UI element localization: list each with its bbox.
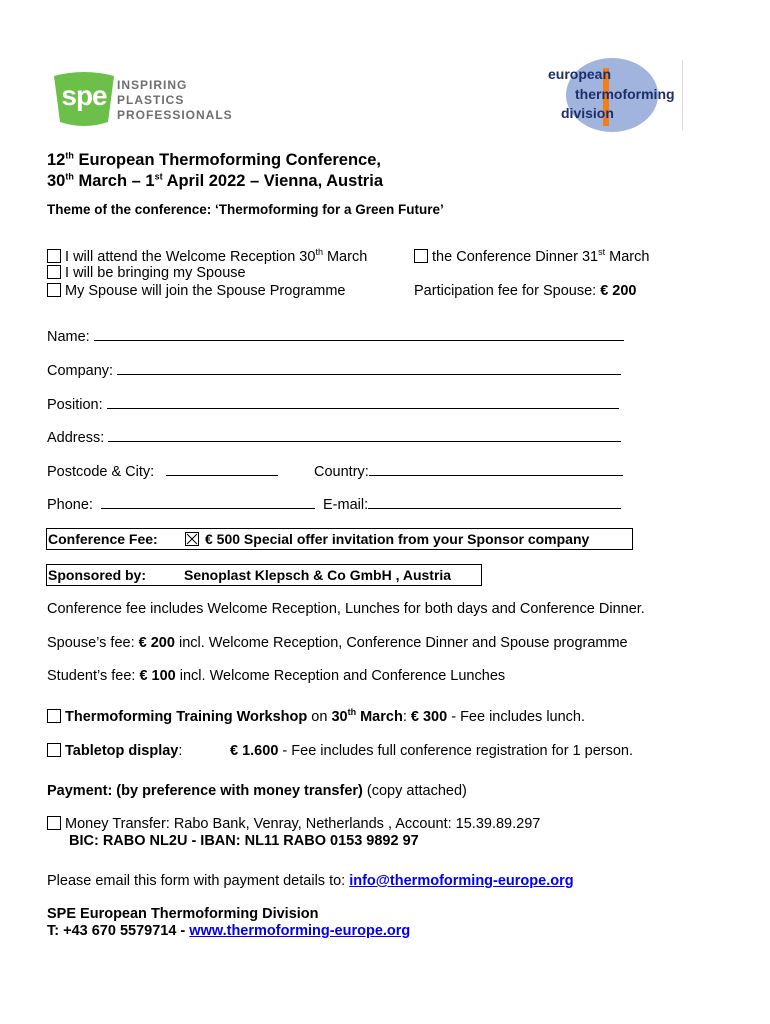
student-fee-note: Student’s fee: € 100 incl. Welcome Reception and Conference Lunches xyxy=(47,668,506,684)
tabletop-price-row: € 1.600 - Fee includes full conference registration for 1 person. xyxy=(230,743,634,759)
spouse-fee-value: € 200 xyxy=(600,283,637,299)
tabletop-row: Tabletop display: xyxy=(47,743,182,759)
money-transfer-label: Money Transfer: Rabo Bank, Venray, Netherlands , Account: 15.39.89.297 xyxy=(65,816,541,832)
sponsored-label: Sponsored by: xyxy=(48,567,147,583)
contact-phone-row xyxy=(47,923,410,939)
email-label: E-mail: xyxy=(323,497,369,513)
conference-fee-offer: € 500 Special offer invitation from your Sponsor company xyxy=(205,531,590,547)
etd-logo xyxy=(545,58,685,133)
email-field[interactable] xyxy=(368,496,621,509)
postcode-row xyxy=(47,463,278,480)
contact-email-link[interactable]: info@thermoforming-europe.org xyxy=(349,873,574,889)
etd-logo-line-1: european xyxy=(548,66,612,82)
title-line-1: 12th European Thermoforming Conference, xyxy=(47,150,381,169)
spouse-programme-label: My Spouse will join the Spouse Programme xyxy=(65,283,346,299)
phone-label: Phone: xyxy=(47,497,93,513)
conference-fee-label: Conference Fee: xyxy=(48,531,158,547)
spe-tagline-2: PLASTICS xyxy=(117,93,185,107)
workshop-label: Thermoforming Training Workshop xyxy=(65,709,308,725)
email-instruction-row: Please email this form with payment details to: info@thermoforming-europe.org xyxy=(47,873,574,889)
conference-dinner-row xyxy=(414,249,649,265)
fee-includes-note: Conference fee includes Welcome Reception, Lunches for both days and Conference Dinner. xyxy=(47,601,645,617)
money-transfer-checkbox[interactable] xyxy=(47,816,61,830)
name-field[interactable] xyxy=(94,328,624,341)
etd-logo-rule xyxy=(682,60,683,130)
position-row xyxy=(47,396,619,413)
address-field[interactable] xyxy=(108,429,621,442)
spouse-programme-row xyxy=(47,283,346,299)
welcome-reception-label: I will attend the Welcome Reception 30th March xyxy=(65,247,368,265)
spouse-checkbox[interactable] xyxy=(47,265,61,279)
country-row xyxy=(314,463,623,480)
company-field[interactable] xyxy=(117,362,621,375)
country-label: Country: xyxy=(314,464,369,480)
spouse-label: I will be bringing my Spouse xyxy=(65,265,246,281)
spouse-fee-row: Participation fee for Spouse: € 200 xyxy=(414,283,637,299)
spouse-programme-checkbox[interactable] xyxy=(47,283,61,297)
welcome-reception-checkbox[interactable] xyxy=(47,249,61,263)
workshop-checkbox[interactable] xyxy=(47,709,61,723)
phone-row xyxy=(47,496,315,513)
spe-logo xyxy=(50,70,250,132)
money-transfer-row xyxy=(47,816,540,832)
etd-logo-line-2: thermoforming xyxy=(575,86,675,102)
conference-theme: Theme of the conference: ‘Thermoforming for a Green Future’ xyxy=(47,202,444,217)
sponsor-name: Senoplast Klepsch & Co GmbH , Austria xyxy=(184,567,452,583)
name-row xyxy=(47,328,624,345)
spouse-row xyxy=(47,265,246,281)
etd-logo-line-3: division xyxy=(561,105,614,121)
conference-fee-box xyxy=(46,528,633,550)
address-row xyxy=(47,429,621,446)
workshop-row: Thermoforming Training Workshop on 30th March: € 300 - Fee includes lunch. xyxy=(47,709,585,725)
conference-fee-checkbox[interactable] xyxy=(185,532,199,546)
conference-dinner-checkbox[interactable] xyxy=(414,249,428,263)
conference-title xyxy=(47,150,383,192)
postcode-field[interactable] xyxy=(166,463,278,476)
website-link[interactable]: www.thermoforming-europe.org xyxy=(189,923,411,939)
workshop-date: 30th March xyxy=(331,707,403,725)
tabletop-label: Tabletop display xyxy=(65,743,179,759)
contact-phone: T: +43 670 5579714 - xyxy=(47,923,190,939)
spe-tagline-3: PROFESSIONALS xyxy=(117,108,233,122)
spe-mark: spe xyxy=(61,80,107,111)
position-label: Position: xyxy=(47,397,103,413)
spouse-fee-note: Spouse’s fee: € 200 incl. Welcome Reception, Conference Dinner and Spouse programme xyxy=(47,635,628,651)
workshop-price: € 300 xyxy=(410,709,448,725)
country-field[interactable] xyxy=(369,463,623,476)
company-label: Company: xyxy=(47,363,114,379)
phone-field[interactable] xyxy=(101,496,315,509)
payment-heading: Payment: (by preference with money transfer) xyxy=(47,783,363,799)
org-name: SPE European Thermoforming Division xyxy=(47,906,319,922)
spe-tagline-1: INSPIRING xyxy=(117,78,188,92)
address-label: Address: xyxy=(47,430,105,446)
company-row xyxy=(47,362,621,379)
payment-heading-row: Payment: (by preference with money transfer) (copy attached) xyxy=(47,783,467,799)
email-row xyxy=(323,496,621,513)
checked-x-icon xyxy=(186,533,198,545)
name-label: Name: xyxy=(47,329,90,345)
welcome-reception-row xyxy=(47,249,367,265)
sponsored-box xyxy=(46,564,482,586)
postcode-label: Postcode & City: xyxy=(47,464,155,480)
bank-codes: BIC: RABO NL2U - IBAN: NL11 RABO 0153 9892 97 xyxy=(69,833,419,849)
position-field[interactable] xyxy=(107,396,619,409)
title-line-2: 30th March – 1st April 2022 – Vienna, Austria xyxy=(47,171,383,190)
conference-dinner-label: the Conference Dinner 31st March xyxy=(432,247,650,265)
tabletop-checkbox[interactable] xyxy=(47,743,61,757)
tabletop-price: € 1.600 xyxy=(230,743,279,759)
